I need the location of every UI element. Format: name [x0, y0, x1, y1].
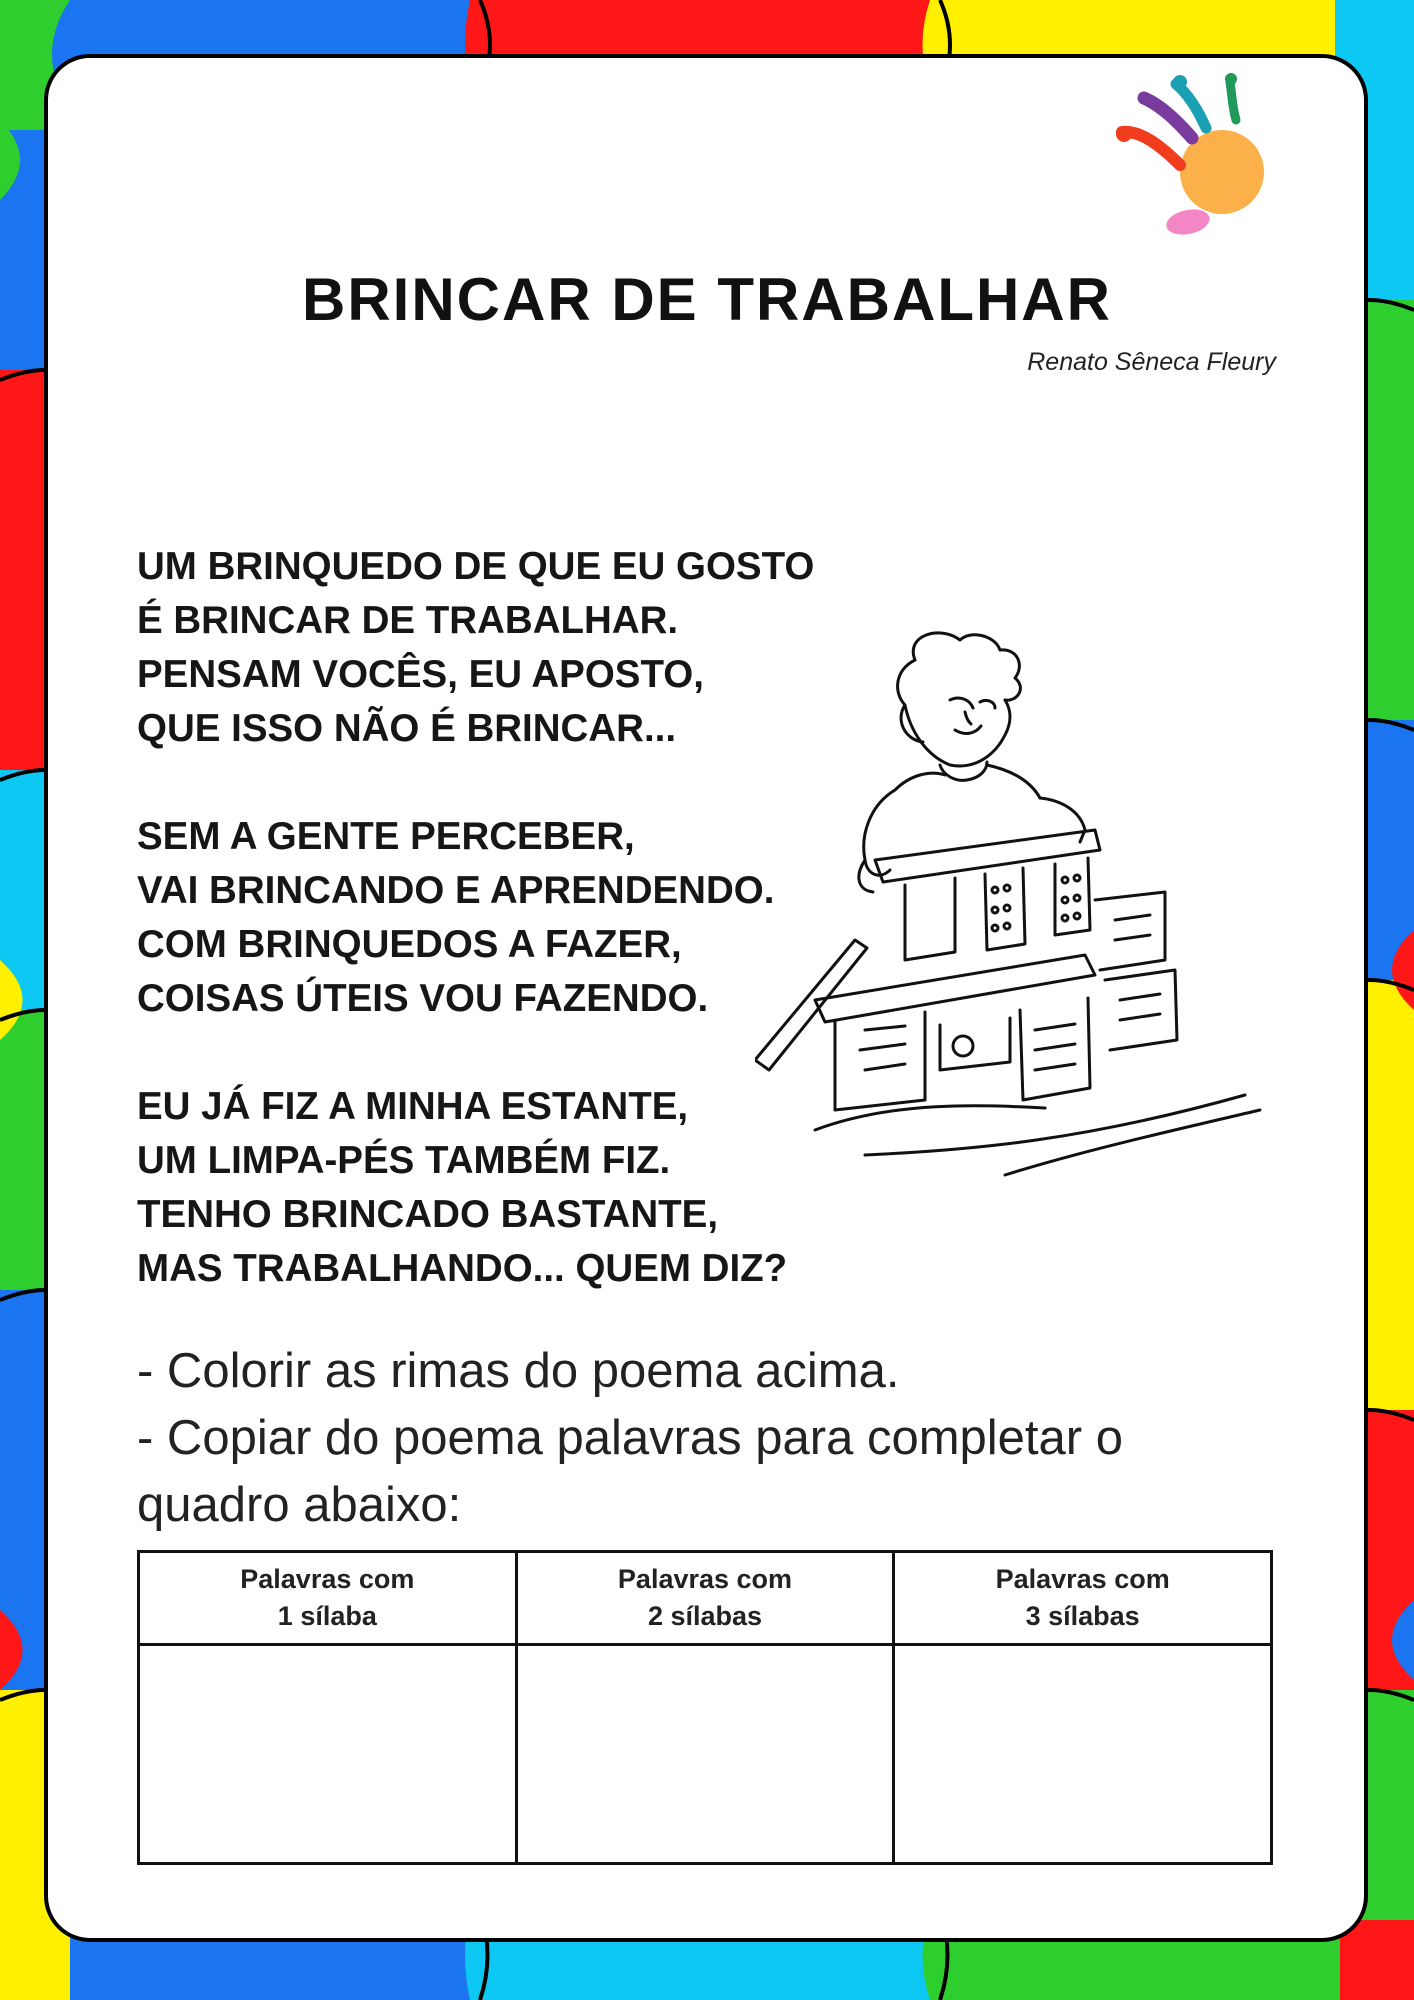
header-line: Palavras com — [240, 1564, 415, 1594]
instruction-line: - Copiar do poema palavras para completar o quadro abaixo: — [137, 1411, 1123, 1532]
table-answer-row — [139, 1645, 1272, 1864]
poem-line: MAS TRABALHANDO... QUEM DIZ? — [137, 1247, 788, 1290]
poem-line: UM LIMPA-PÉS TAMBÉM FIZ. — [137, 1139, 671, 1182]
header-line: 1 sílaba — [277, 1601, 377, 1631]
answer-cell-2-syllables[interactable] — [516, 1645, 894, 1864]
boy-building-shelf-illustration — [755, 630, 1265, 1190]
poem-line: É BRINCAR DE TRABALHAR. — [137, 599, 679, 642]
syllable-words-table — [137, 1550, 1273, 1865]
poem-stanza — [137, 1080, 814, 1296]
poem-line: COM BRINQUEDOS A FAZER, — [137, 923, 682, 966]
poem-line: COISAS ÚTEIS VOU FAZENDO. — [137, 977, 709, 1020]
table-header-2-syllables — [516, 1552, 894, 1645]
instruction-line: - Colorir as rimas do poema acima. — [137, 1344, 900, 1398]
poem-line: PENSAM VOCÊS, EU APOSTO, — [137, 653, 704, 696]
poem-line: TENHO BRINCADO BASTANTE, — [137, 1193, 719, 1236]
poem-line: VAI BRINCANDO E APRENDENDO. — [137, 869, 775, 912]
table-header-1-syllable — [139, 1552, 517, 1645]
poem-stanza — [137, 540, 814, 756]
instructions — [137, 1338, 1287, 1539]
table-header-3-syllables — [894, 1552, 1272, 1645]
poem-line: UM BRINQUEDO DE QUE EU GOSTO — [137, 545, 815, 588]
answer-cell-3-syllables[interactable] — [894, 1645, 1272, 1864]
table-header-row — [139, 1552, 1272, 1645]
poem-stanza — [137, 810, 814, 1026]
header-line: 3 sílabas — [1025, 1601, 1140, 1631]
poem-line: QUE ISSO NÃO É BRINCAR... — [137, 707, 677, 750]
header-line: Palavras com — [617, 1564, 793, 1594]
poem-text — [137, 540, 814, 1350]
poem-author: Renato Sêneca Fleury — [1027, 348, 1276, 376]
handprint-icon — [1110, 70, 1290, 250]
header-line: 2 sílabas — [647, 1601, 763, 1631]
poem-line: SEM A GENTE PERCEBER, — [137, 815, 635, 858]
poem-line: EU JÁ FIZ A MINHA ESTANTE, — [137, 1085, 689, 1128]
poem-title: BRINCAR DE TRABALHAR — [302, 266, 1112, 333]
answer-cell-1-syllable[interactable] — [139, 1645, 517, 1864]
header-line: Palavras com — [995, 1564, 1170, 1594]
